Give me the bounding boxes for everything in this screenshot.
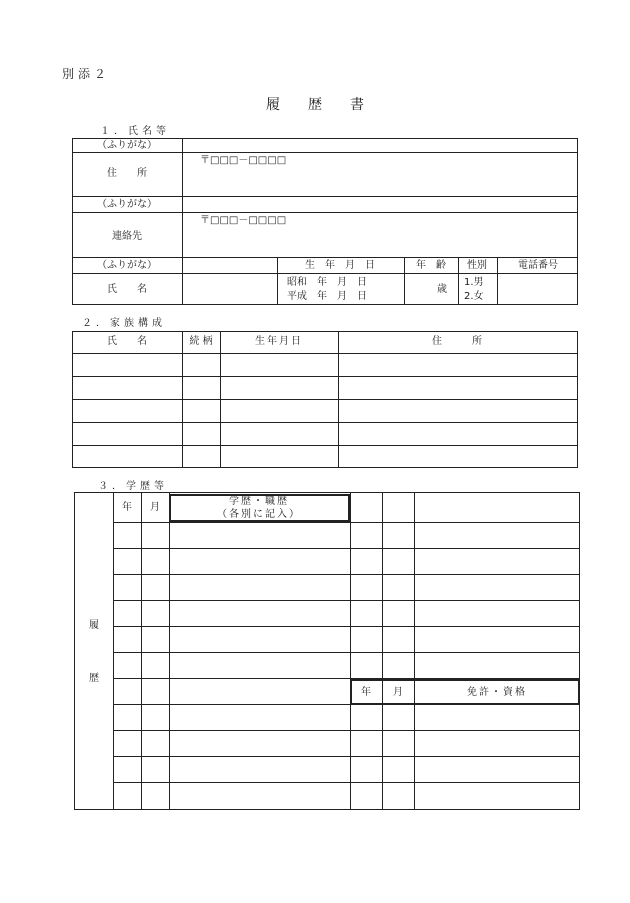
age-header: 年 齢 [416,260,446,271]
furigana-label-name: （ふりがな） [97,260,157,271]
era-heisei-option: 平成 年 月 日 [287,291,367,302]
birthdate-header: 生 年 月 日 [305,260,375,271]
name-input-cell[interactable] [183,274,276,304]
attachment-label: 別添２ [62,67,111,81]
sex-option-male[interactable]: 1.男 [464,277,484,288]
era-showa-option: 昭和 年 月 日 [287,277,367,288]
sex-option-female[interactable]: 2.女 [464,291,484,302]
furigana-label-contact: （ふりがな） [97,199,157,210]
sex-header: 性別 [467,260,487,271]
family-col-birthdate: 生年月日 [255,336,303,347]
name-label: 氏 名 [107,284,147,295]
history-col-year: 年 [122,502,132,513]
contact-postal-field[interactable]: 〒□□□－□□□□ [200,215,287,226]
section2-heading: ２．家族構成 [82,318,166,329]
license-col-year: 年 [361,687,371,698]
side-label-reki: 歴 [89,673,99,684]
address-label: 住 所 [107,168,147,179]
furigana-label-address: （ふりがな） [97,140,157,151]
history-subtitle: （各別に記入） [217,509,301,520]
license-col-month: 月 [393,687,403,698]
age-unit: 歳 [437,284,447,295]
history-col-month: 月 [150,502,160,513]
phone-header: 電話番号 [518,260,558,271]
section3-heading: ３．学歴等 [98,481,168,492]
family-col-relation: 続 柄 [189,336,213,347]
history-table [74,492,580,810]
section1-heading: １．氏名等 [100,126,170,137]
license-header-box [350,679,580,705]
contact-label: 連絡先 [112,231,142,242]
family-col-name: 氏 名 [107,336,147,347]
family-col-address: 住 所 [432,336,482,347]
license-title: 免許・資格 [467,687,527,698]
side-label-ri: 履 [89,620,99,631]
address-postal-field[interactable]: 〒□□□－□□□□ [200,155,287,166]
document-title: 履 歴 書 [266,97,364,113]
history-title: 学歴・職歴 [229,496,289,507]
